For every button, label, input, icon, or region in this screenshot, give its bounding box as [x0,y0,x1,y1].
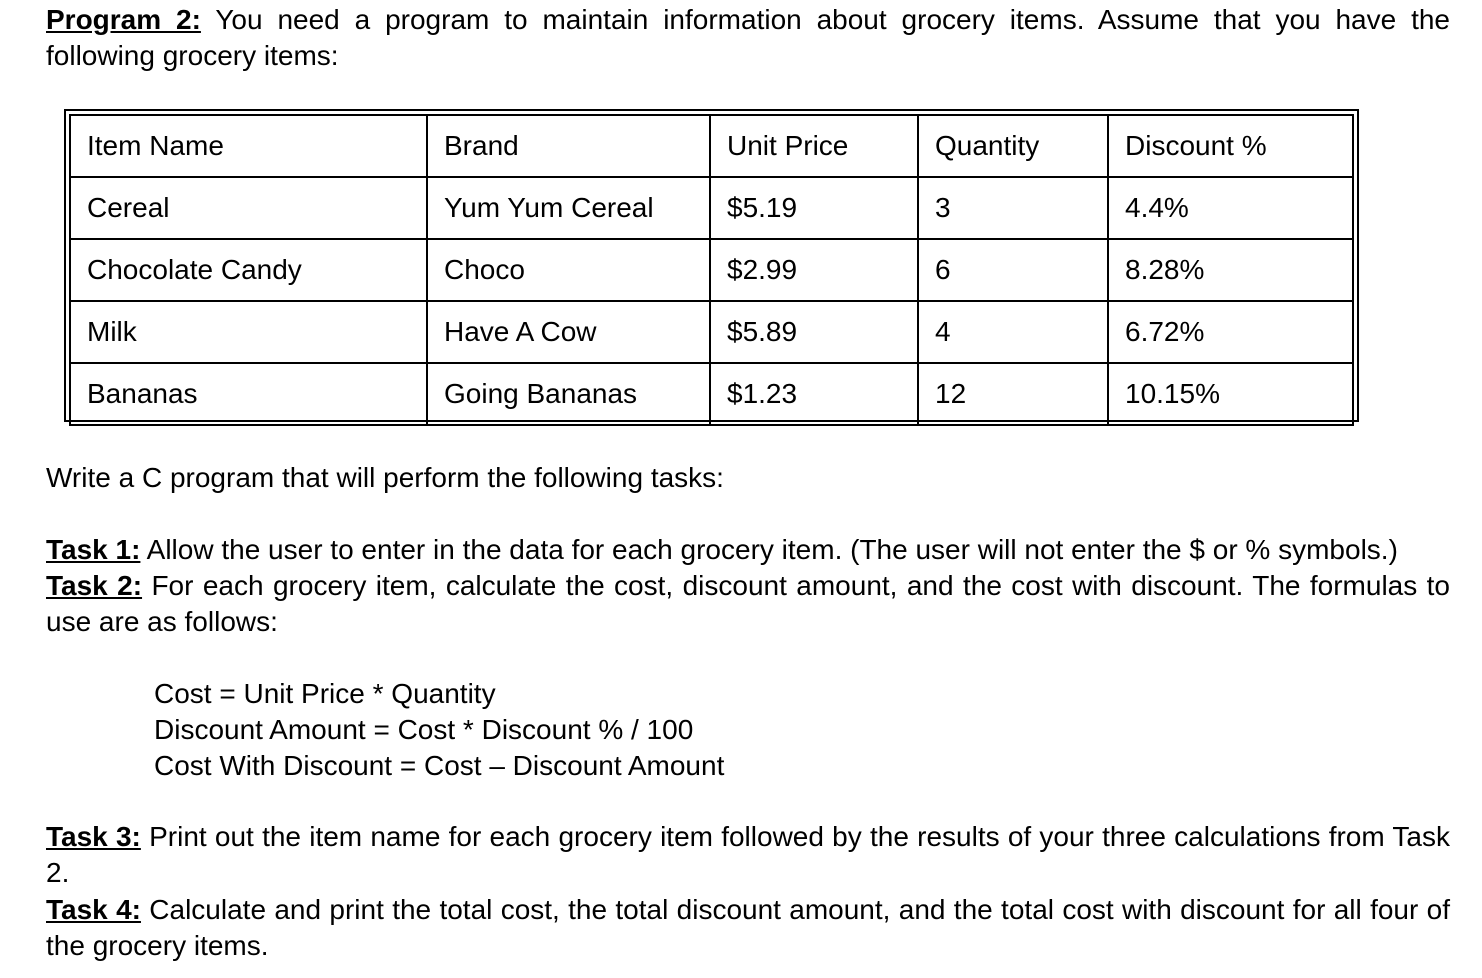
task2-text: For each grocery item, calculate the cost, discount amount, and the cost with discount. The formulas to use are as follows: [46,570,1451,637]
task3-text: Print out the item name for each grocery item followed by the results of your three calculations from Task 2. [46,821,1450,888]
header-cell: Quantity [918,115,1108,177]
header-cell: Unit Price [710,115,918,177]
table-header-row [70,115,1353,177]
task4-paragraph [46,892,1450,964]
grocery-table [69,114,1354,426]
formulas-block [154,676,724,784]
task3-label: Task 3: [46,821,141,852]
instruction-text: Write a C program that will perform the following tasks: [46,462,724,493]
table-cell: 10.15% [1108,363,1353,425]
table-cell: 6.72% [1108,301,1353,363]
grocery-table-frame [64,109,1359,422]
table-cell: $1.23 [710,363,918,425]
task2-paragraph [46,568,1450,640]
table-cell: 3 [918,177,1108,239]
intro-paragraph [46,2,1450,74]
table-row [70,363,1353,425]
header-cell: Discount % [1108,115,1353,177]
task1-paragraph [46,532,1450,568]
formula-discount-amount: Discount Amount = Cost * Discount % / 100 [154,714,694,745]
header-cell: Brand [427,115,710,177]
table-cell: Milk [70,301,427,363]
table-cell: 6 [918,239,1108,301]
formula-cost: Cost = Unit Price * Quantity [154,678,496,709]
table-cell: 4 [918,301,1108,363]
table-cell: $5.19 [710,177,918,239]
table-cell: 4.4% [1108,177,1353,239]
table-row [70,177,1353,239]
table-cell: Going Bananas [427,363,710,425]
intro-text: You need a program to maintain information about grocery items. Assume that you have the following grocery items: [46,4,1450,71]
table-row [70,301,1353,363]
header-cell: Item Name [70,115,427,177]
table-cell: Have A Cow [427,301,710,363]
program-label: Program 2: [46,4,201,35]
task1-label: Task 1: [46,534,141,565]
task4-label: Task 4: [46,894,141,925]
table-row [70,239,1353,301]
task1-text: Allow the user to enter in the data for each grocery item. (The user will not enter the $ or % symbols.) [140,534,1398,565]
table-cell: 8.28% [1108,239,1353,301]
task4-text: Calculate and print the total cost, the total discount amount, and the total cost with discount for all four of the grocery items. [46,894,1450,961]
task2-label: Task 2: [46,570,143,601]
task3-paragraph [46,819,1450,891]
table-cell: Chocolate Candy [70,239,427,301]
table-cell: Choco [427,239,710,301]
table-cell: Yum Yum Cereal [427,177,710,239]
table-cell: Bananas [70,363,427,425]
table-cell: $2.99 [710,239,918,301]
table-cell: $5.89 [710,301,918,363]
formula-cost-with-discount: Cost With Discount = Cost – Discount Amount [154,750,725,781]
table-cell: Cereal [70,177,427,239]
table-cell: 12 [918,363,1108,425]
